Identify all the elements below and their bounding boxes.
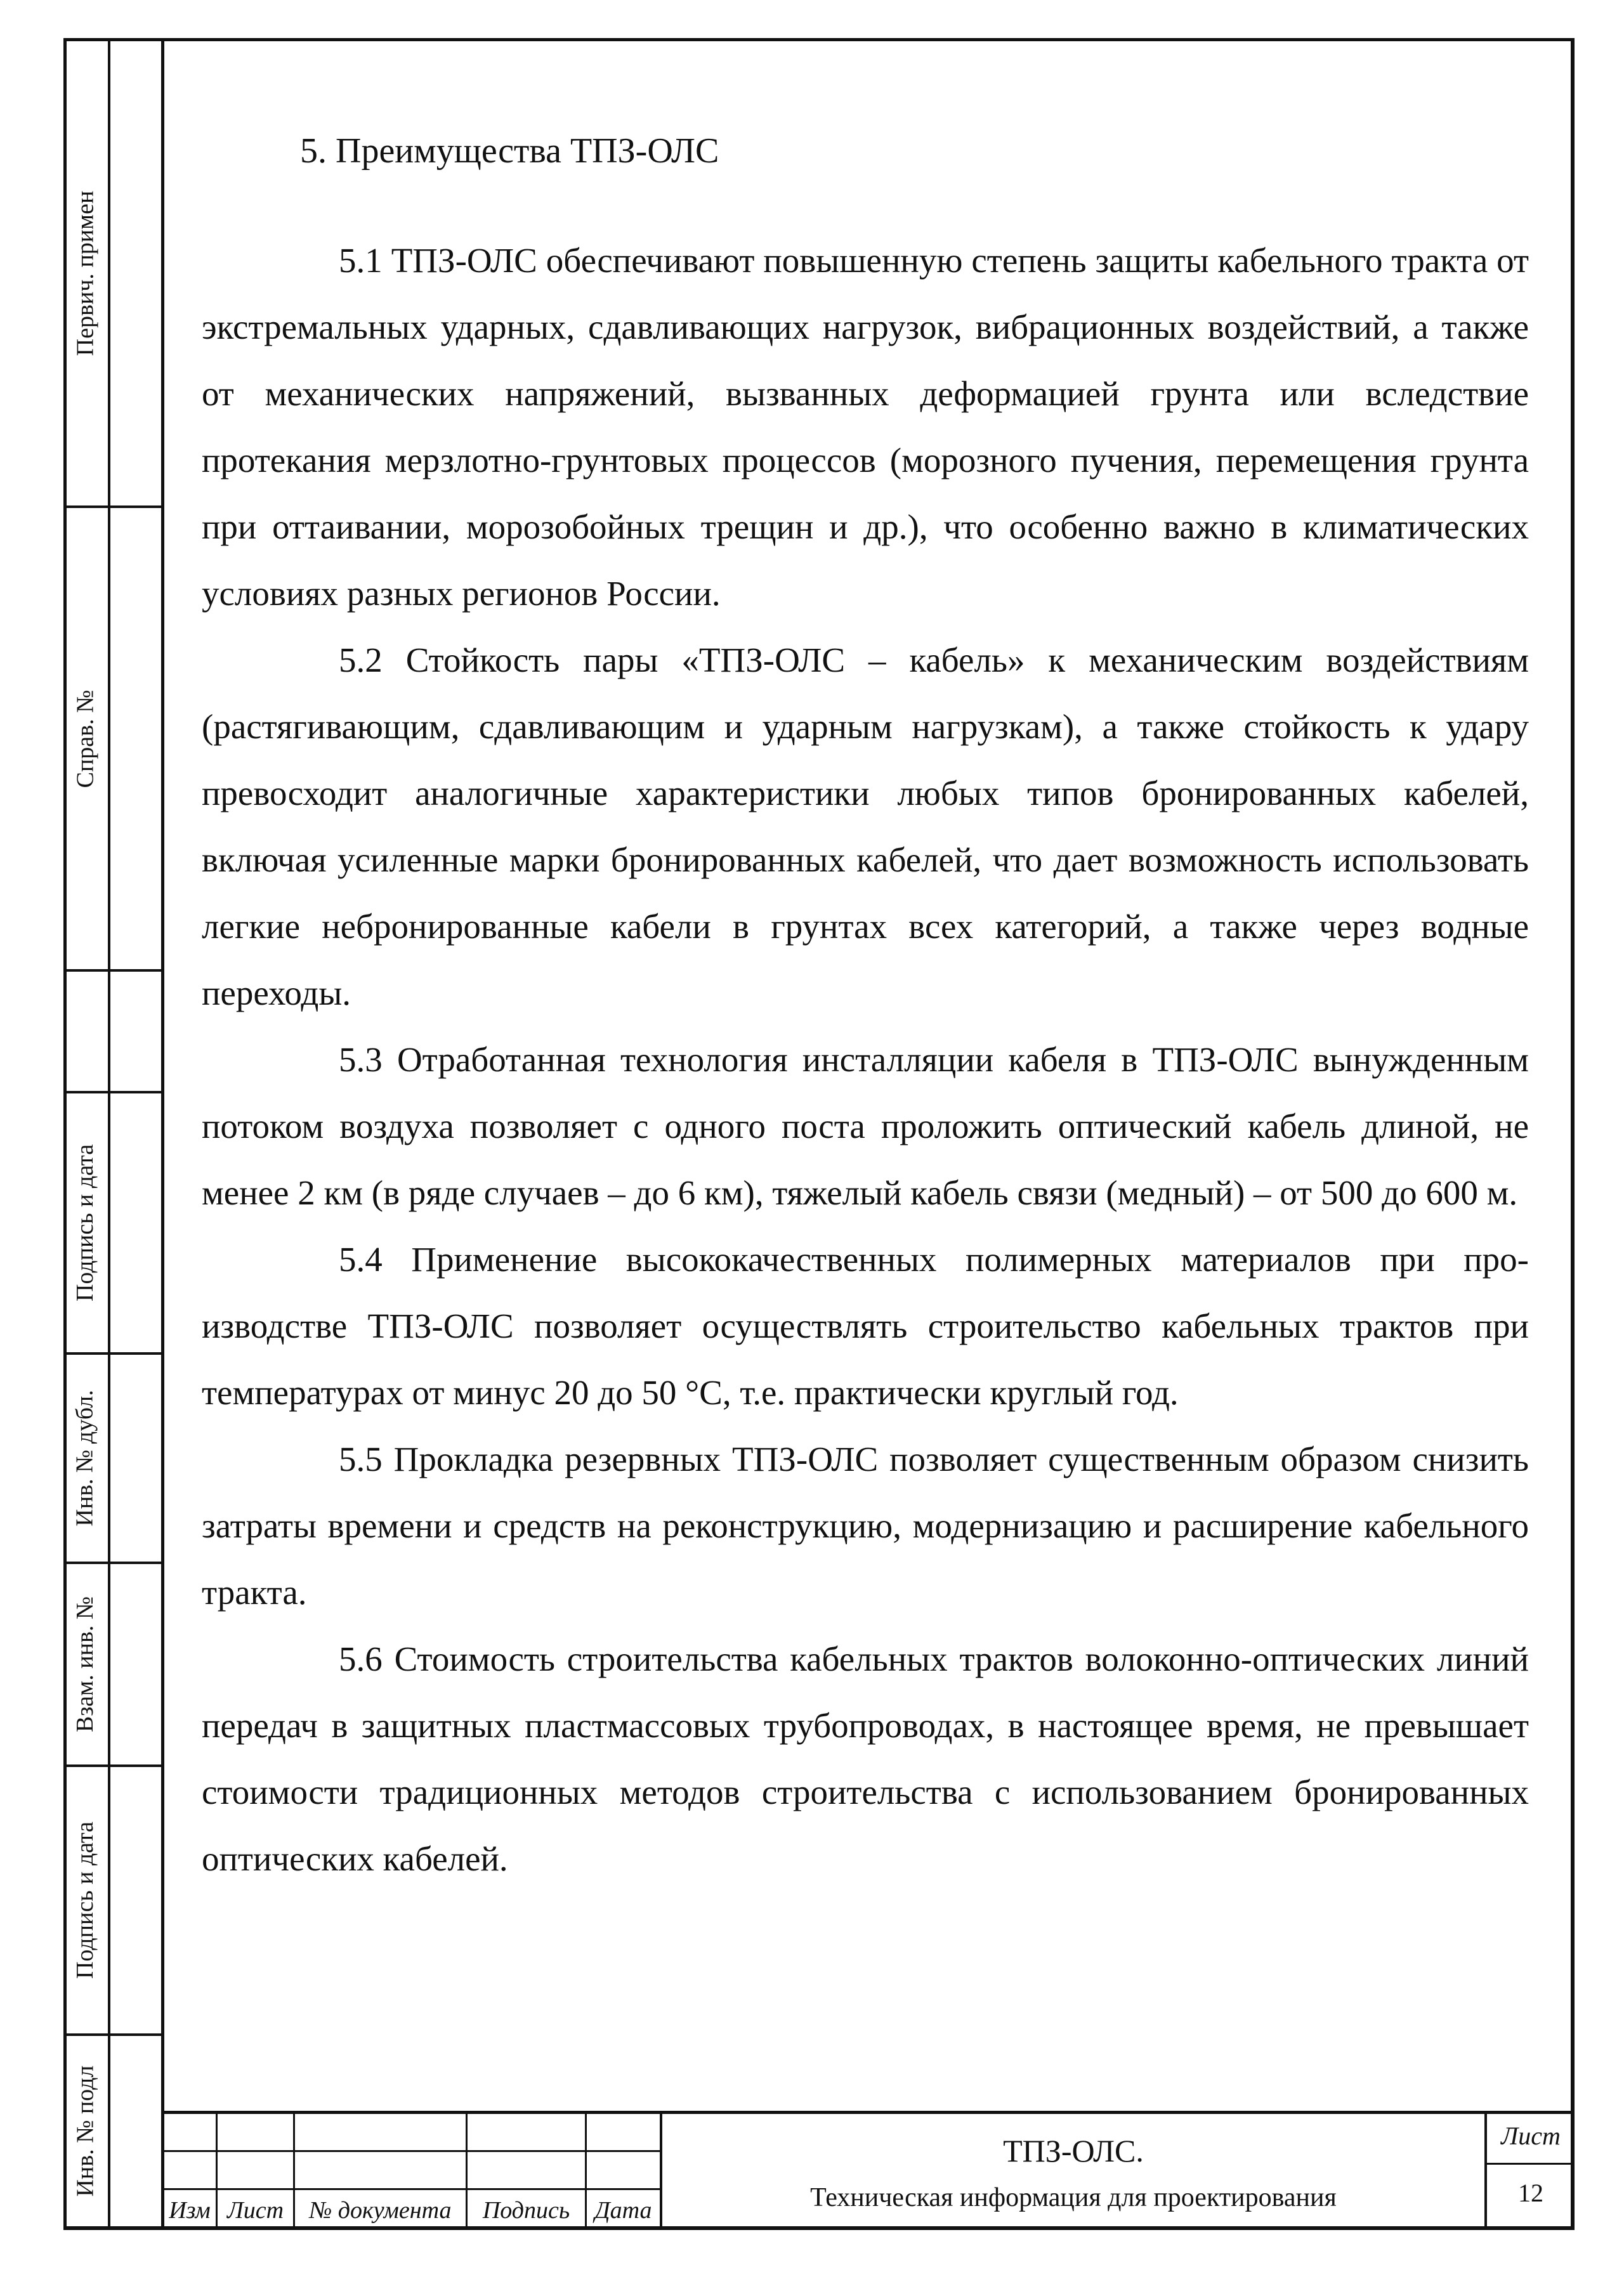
- document-subtitle: Техническая информация для проектирования: [810, 2183, 1337, 2212]
- margin-label-inv-no-dubl: Инв. № дубл.: [72, 1390, 99, 1527]
- section-heading: 5. Преимущества ТПЗ-ОЛС: [300, 131, 719, 171]
- sheet-label: Лист: [1501, 2122, 1561, 2150]
- paragraph-5-1: 5.1 ТПЗ-ОЛС обеспечивают повышенную степень защиты кабельного тракта от экстремальных ударных, сдавливающих нагрузок, вибрационных воздействий, а также от механических напряжений, вызванных деформацией грунта или вследствие протекания мерзлотно-грунтовых процессов (морозного пучения, перемещения грунта при оттаивании, морозобойных трещин и др.), что особенно важно в климатических условиях разных регионов России.: [202, 241, 1529, 613]
- margin-label-inv-no-podl: Инв. № подл: [72, 2065, 99, 2197]
- caption-podpis: Подпись: [482, 2197, 570, 2224]
- caption-list: Лист: [226, 2197, 284, 2224]
- paragraph-5-6: 5.6 Стоимость строительства кабельных трактов волоконно-оптических линий передач в защитных пластмассовых трубопроводах, в настоящее время, не превышает стоимости традиционных методов строительства с использованием бронированных оптических кабелей.: [202, 1640, 1529, 1878]
- sheet-number: 12: [1518, 2179, 1543, 2207]
- margin-label-sprav-no: Справ. №: [72, 689, 98, 788]
- caption-izm: Изм: [169, 2197, 211, 2224]
- margin-label-podpis-data-2: Подпись и дата: [72, 1821, 99, 1980]
- document-title: ТПЗ-ОЛС.: [1003, 2133, 1144, 2169]
- document-body: [202, 133, 1529, 1892]
- paragraph-5-3: 5.3 Отработанная технология инсталляции кабеля в ТПЗ-ОЛС вынужденным потоком воздуха позволяет с одного поста проложить оптический кабель длиной, не менее 2 км (в ряде случаев – до 6 км), тяжелый кабель связи (медный) – от 500 до 600 м.: [202, 1040, 1529, 1212]
- caption-doc-no: № документа: [309, 2197, 452, 2224]
- caption-data: Дата: [594, 2197, 652, 2224]
- margin-label-vzam-inv-no: Взам. инв. №: [72, 1596, 99, 1733]
- paragraph-5-2: 5.2 Стойкость пары «ТПЗ-ОЛС – кабель» к механическим воздействиям (растягивающим, сдавливающим и ударным нагрузкам), а также стойкость к удару превосходит аналогичные характеристики любых типов бронированных кабелей, включая усиленные марки бронированных кабелей, что дает возможность использовать легкие небронированные кабели в грунтах всех категорий, а также через водные переходы.: [202, 641, 1529, 1012]
- paragraph-5-5: 5.5 Прокладка резервных ТПЗ-ОЛС позволяет существенным образом снизить затраты времени и средств на реконструкцию, модернизацию и расширение кабельного тракта.: [202, 1440, 1529, 1612]
- paragraph-5-4: 5.4 Применение высококачественных полимерных материалов при производстве ТПЗ-ОЛС позволяет осуществлять строительство кабельных трактов при температурах от минус 20 до 50 °С, т.е. практически круглый год.: [202, 1240, 1529, 1412]
- margin-label-perv-primen: Первич. примен: [72, 190, 98, 356]
- margin-label-podpis-data-1: Подпись и дата: [72, 1144, 99, 1302]
